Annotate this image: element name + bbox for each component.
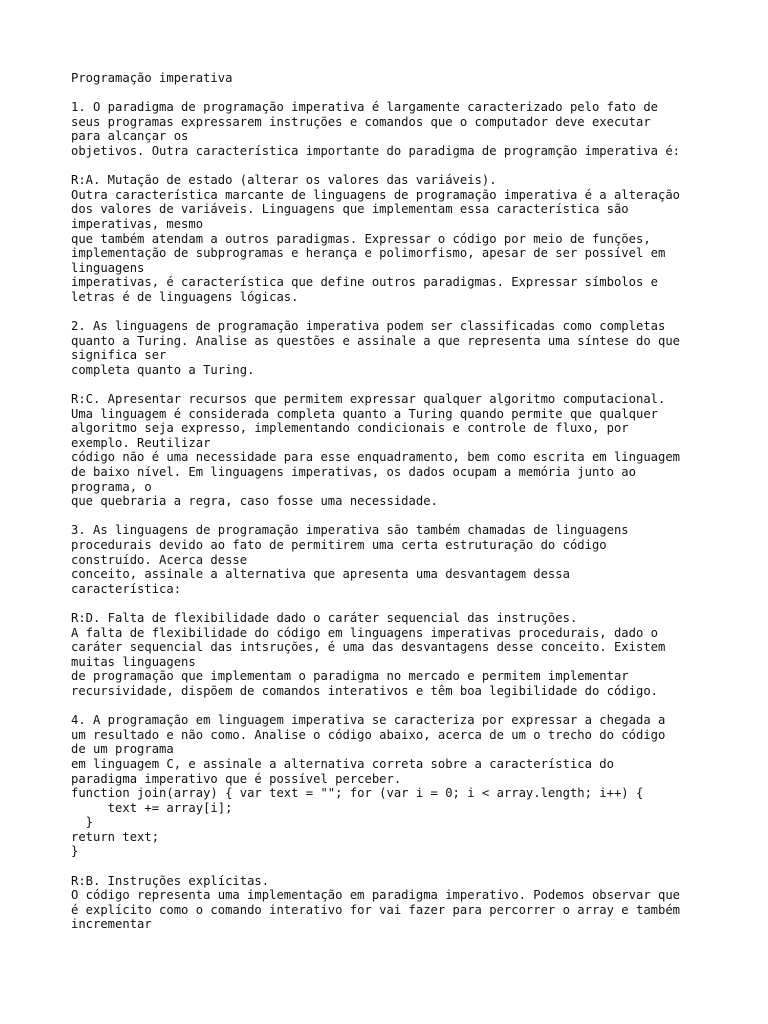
text-line: recursividade, dispõem de comandos interativos e têm boa legibilidade do código. — [71, 683, 658, 698]
paragraph-gap — [71, 859, 711, 874]
text-line: para alcançar os — [71, 129, 189, 144]
text-line: programa, o — [71, 479, 152, 494]
text-line: 2. As linguagens de programação imperativa podem ser classificadas como completas — [71, 319, 666, 334]
paragraph-block — [71, 173, 711, 304]
text-line: R:B. Instruções explícitas. — [71, 873, 270, 888]
text-line: de um programa — [71, 742, 174, 757]
text-line: objetivos. Outra característica importante do paradigma de programção imperativa é: — [71, 143, 681, 158]
text-line: } — [71, 815, 94, 830]
text-line: de programação que implementam o paradigma no mercado e permitem implementar — [71, 669, 629, 684]
text-line: procedurais devido ao fato de permitirem uma certa estruturação do código — [71, 538, 607, 552]
text-line: significa ser — [71, 348, 167, 363]
paragraph-block — [71, 713, 711, 859]
paragraph-block — [71, 874, 711, 932]
text-line: 4. A programação em linguagem imperativa se caracteriza por expressar a chegada a — [71, 713, 666, 728]
paragraph-gap — [71, 699, 711, 714]
text-line: R:D. Falta de flexibilidade dado o caráter sequencial das instruções. — [71, 610, 578, 625]
text-line: seus programas expressarem instruções e comandos que o computador deve executar — [71, 114, 651, 129]
text-line: paradigma imperativo que é possível perceber. — [71, 771, 402, 786]
paragraph-gap — [71, 86, 711, 101]
text-line: construído. Acerca desse — [71, 552, 248, 567]
paragraph-gap — [71, 305, 711, 320]
text-line: R:C. Apresentar recursos que permitem expressar qualquer algoritmo computacional. — [71, 392, 666, 407]
text-line: dos valores de variáveis. Linguagens que implementam essa característica são — [71, 202, 629, 217]
paragraph-gap — [71, 509, 711, 524]
text-line: que quebraria a regra, caso fosse uma necessidade. — [71, 494, 438, 509]
paragraph-block — [71, 100, 711, 158]
text-line: linguagens — [71, 260, 145, 275]
text-line: O código representa uma implementação em paradigma imperativo. Podemos observar que — [71, 888, 681, 903]
text-line: exemplo. Reutilizar — [71, 435, 211, 450]
text-line: function join(array) { var text = ""; for (var i = 0; i < array.length; i++) { — [71, 786, 644, 801]
text-line: algoritmo seja expresso, implementando condicionais e controle de fluxo, por — [71, 421, 629, 436]
text-line: imperativas, mesmo — [71, 216, 204, 231]
paragraph-block — [71, 319, 711, 377]
text-line: Programação imperativa — [71, 71, 233, 85]
text-line: conceito, assinale a alternativa que apresenta uma desvantagem dessa — [71, 567, 570, 582]
text-line: característica: — [71, 581, 182, 596]
text-line: que também atendam a outros paradigmas. Expressar o código por meio de funções, — [71, 231, 651, 246]
text-line: return text; — [71, 829, 160, 844]
text-line: código não é uma necessidade para esse enquadramento, bem como escrita em linguagem — [71, 450, 681, 465]
text-line: em linguagem C, e assinale a alternativa correta sobre a característica do — [71, 756, 614, 771]
text-line: A falta de flexibilidade do código em linguagens imperativas procedurais, dado o — [71, 625, 658, 640]
paragraph-block — [71, 611, 711, 699]
text-line: text += array[i]; — [71, 800, 233, 815]
text-line: 3. As linguagens de programação imperativa são também chamadas de linguagens — [71, 523, 629, 538]
text-line: letras é de linguagens lógicas. — [71, 289, 299, 304]
text-line: de baixo nível. Em linguagens imperativas, os dados ocupam a memória junto ao — [71, 465, 636, 480]
text-line: incrementar — [71, 917, 152, 932]
text-line: Outra característica marcante de linguagens de programação imperativa é a alteração — [71, 187, 681, 202]
paragraph-gap — [71, 159, 711, 174]
paragraph-block — [71, 523, 711, 596]
text-line: é explícito como o comando interativo for vai fazer para percorrer o array e também — [71, 902, 681, 917]
text-line: um resultado e não como. Analise o código abaixo, acerca de um o trecho do código — [71, 727, 666, 742]
text-line: muitas linguagens — [71, 654, 196, 669]
text-line: implementação de subprogramas e herança e polimorfismo, apesar de ser possível em — [71, 246, 666, 261]
text-line: 1. O paradigma de programação imperativa é largamente caracterizado pelo fato de — [71, 100, 658, 115]
paragraph-gap — [71, 377, 711, 392]
paragraph-gap — [71, 596, 711, 611]
text-line: completa quanto a Turing. — [71, 362, 255, 377]
text-line: caráter sequencial das intsruções, é uma das desvantagens desse conceito. Existem — [71, 640, 666, 655]
text-line: imperativas, é característica que define outros paradigmas. Expressar símbolos e — [71, 275, 658, 290]
text-line: R:A. Mutação de estado (alterar os valores das variáveis). — [71, 173, 497, 188]
text-line: Uma linguagem é considerada completa quanto a Turing quando permite que qualquer — [71, 406, 658, 421]
text-line: quanto a Turing. Analise as questões e assinale a que representa uma síntese do que — [71, 333, 681, 348]
document-title — [71, 71, 711, 86]
document-body — [71, 71, 711, 932]
text-line: } — [71, 844, 79, 859]
paragraph-block — [71, 392, 711, 509]
